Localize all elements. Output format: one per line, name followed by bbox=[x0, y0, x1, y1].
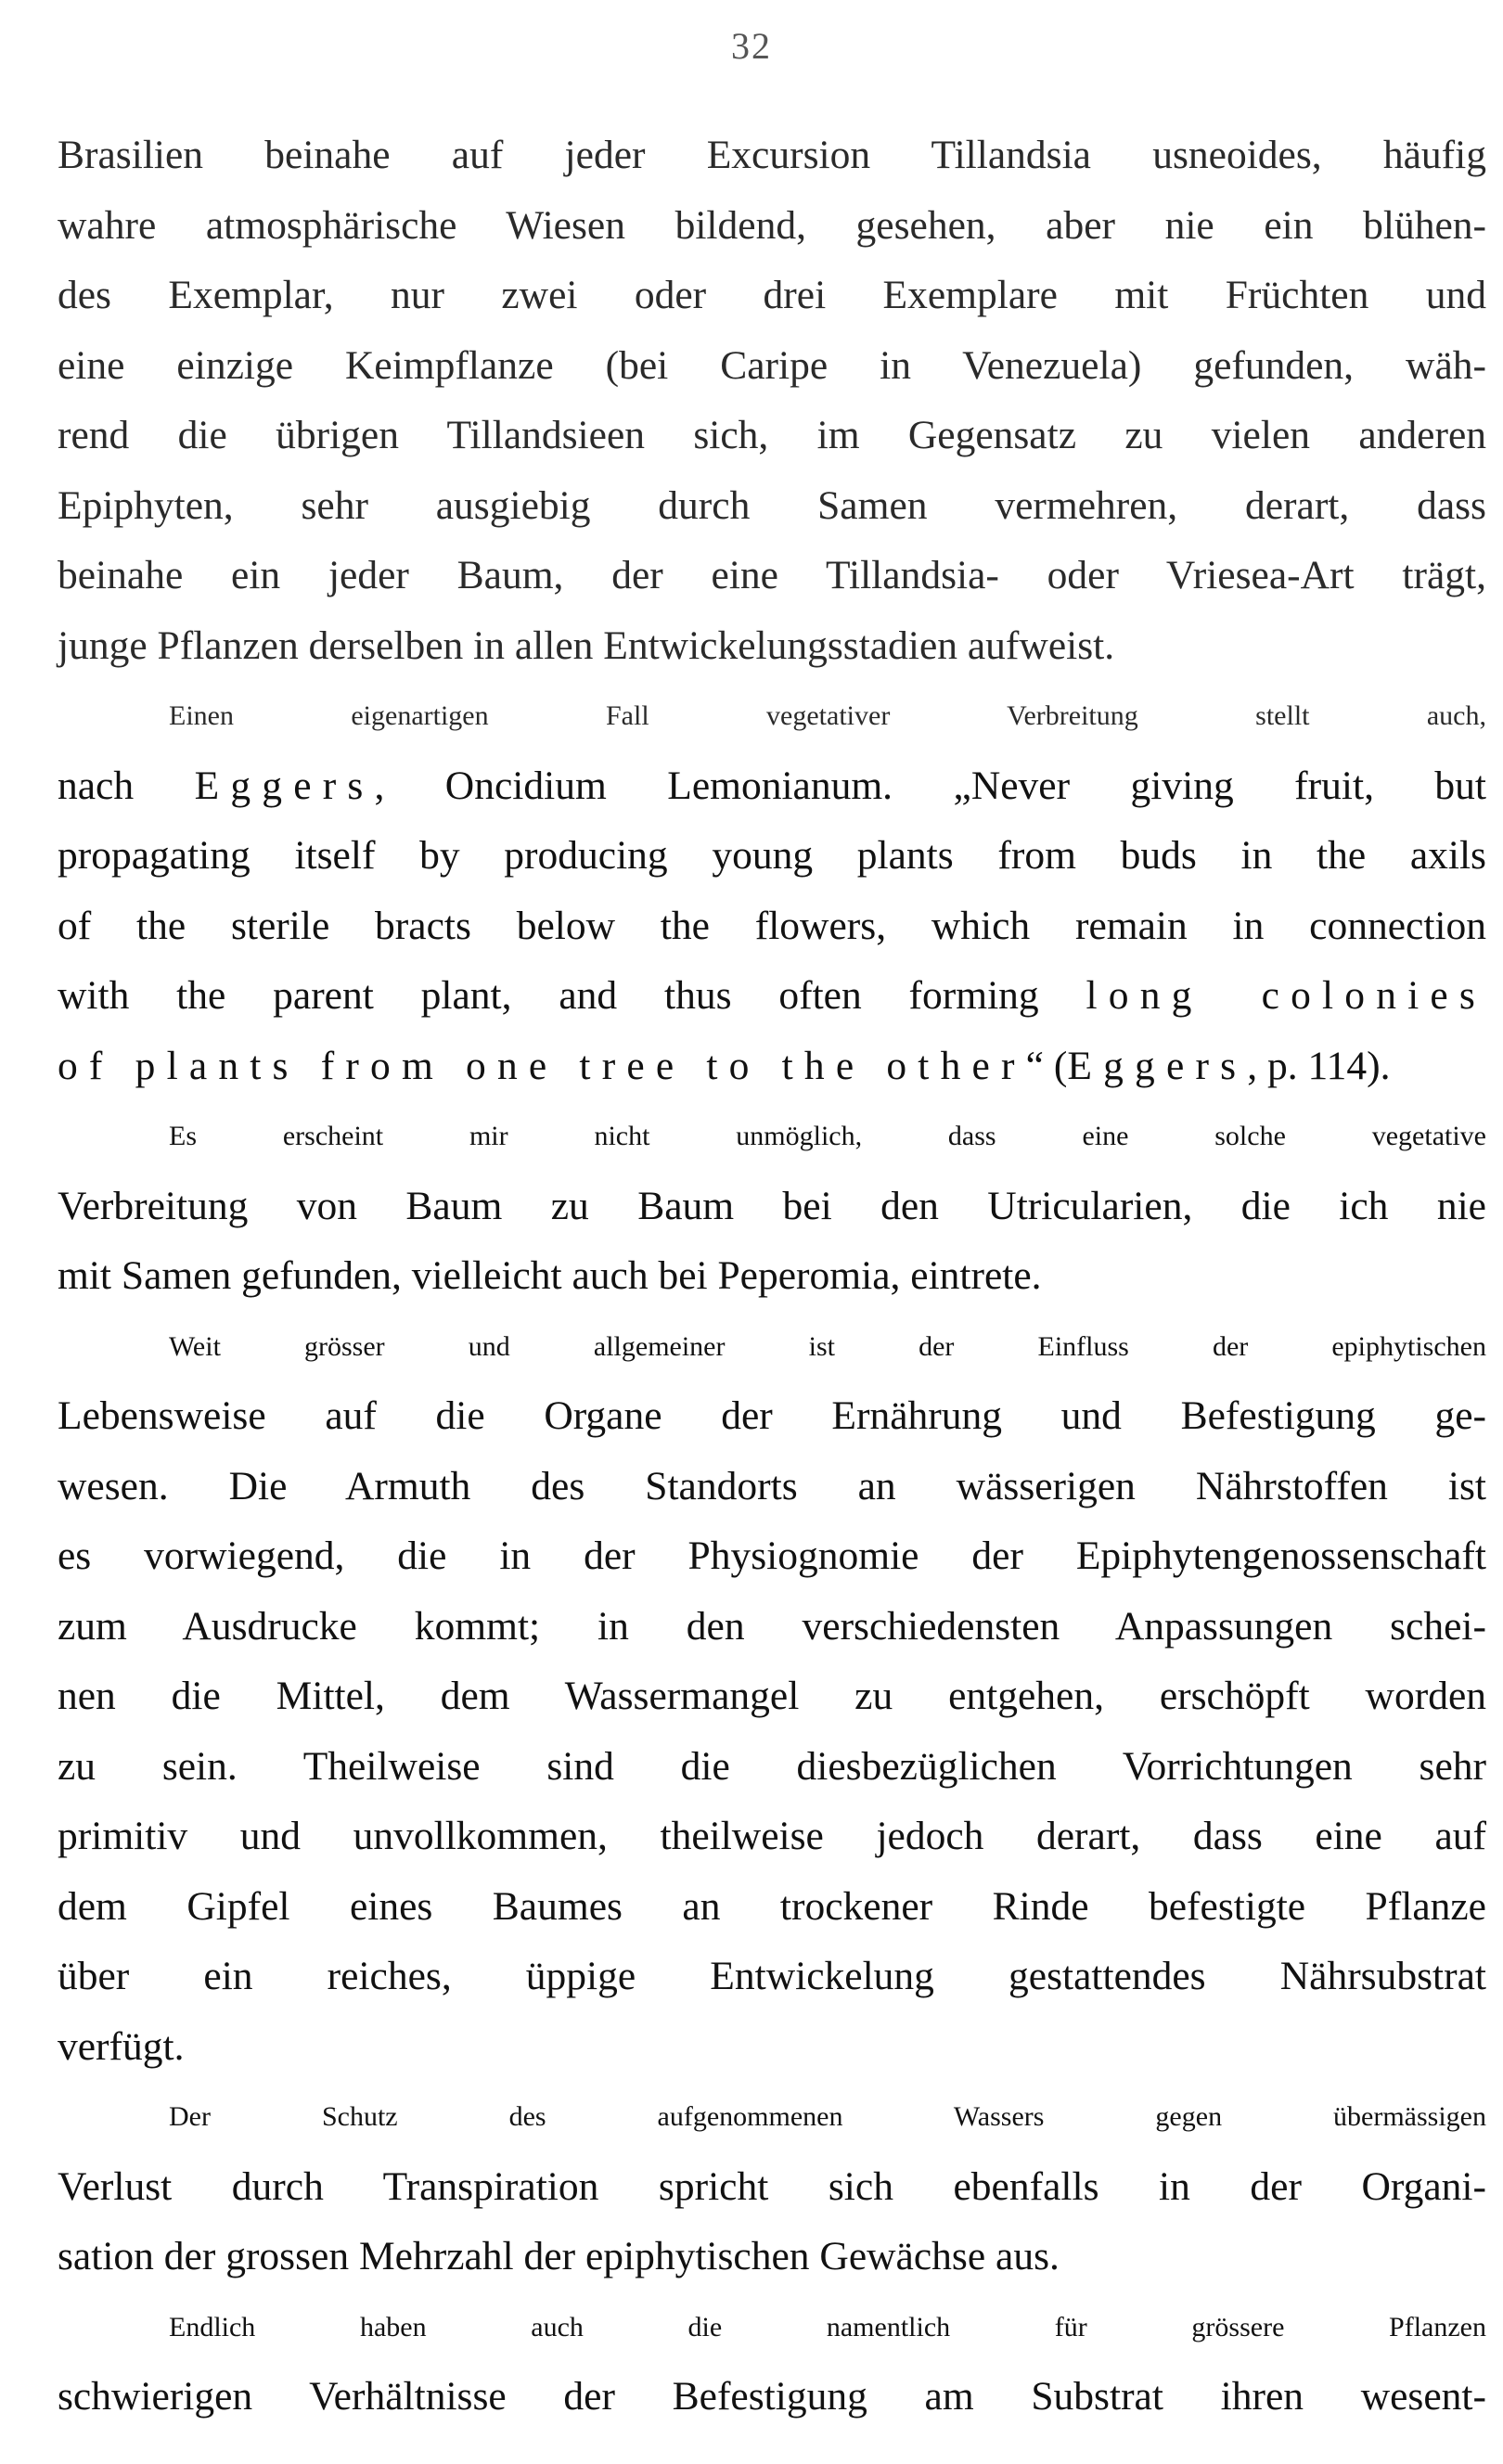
text-line: propagating itself by producing young plants from buds in the axils bbox=[58, 833, 1486, 878]
text-line: primitiv und unvollkommen, theilweise jedoch derart, dass eine auf bbox=[58, 1814, 1486, 1858]
text-line: Lebensweise auf die Organe der Ernährung und Befestigung ge- bbox=[58, 1393, 1486, 1438]
text-line: mit Samen gefunden, vielleicht auch bei Peperomia, eintrete. bbox=[58, 1253, 1042, 1298]
text-line: Brasilien beinahe auf jeder Excursion Tillandsia usneoides, häufig bbox=[58, 133, 1486, 177]
text-line: Einen eigenartigen Fall vegetativer Verbreitung stellt auch, bbox=[169, 700, 1486, 731]
text-line: Epiphyten, sehr ausgiebig durch Samen vermehren, derart, dass bbox=[58, 482, 1486, 528]
text-line: über ein reiches, üppige Entwickelung gestattendes Nährsubstrat bbox=[58, 1954, 1486, 1998]
text-line: wesen. Die Armuth des Standorts an wässerigen Nährstoffen ist bbox=[58, 1463, 1486, 1508]
text-line bbox=[58, 1032, 1486, 1102]
text-line: es vorwiegend, die in der Physiognomie der Epiphytengenossenschaft bbox=[58, 1534, 1486, 1578]
body-text bbox=[58, 121, 1486, 2432]
text-line: sation der grossen Mehrzahl der epiphytischen Gewächse aus. bbox=[58, 2234, 1060, 2278]
text-line: Verlust durch Transpiration spricht sich ebenfalls in der Organi- bbox=[58, 2163, 1486, 2209]
text-line: Verbreitung von Baum zu Baum bei den Utricularien, die ich nie bbox=[58, 1183, 1486, 1228]
text-line: Der Schutz des aufgenommenen Wassers gegen übermässigen bbox=[169, 2101, 1486, 2132]
text-line: dem Gipfel eines Baumes an trockener Rinde befestigte Pflanze bbox=[58, 1883, 1486, 1929]
text-line bbox=[58, 751, 1486, 822]
spaced-emphasis: long colonies bbox=[1086, 973, 1487, 1018]
text-line: Es erscheint mir nicht unmöglich, dass eine solche vegetative bbox=[169, 1121, 1486, 1151]
text-line: verfügt. bbox=[58, 2023, 185, 2069]
text-line: zu sein. Theilweise sind die diesbezüglichen Vorrichtungen sehr bbox=[58, 1743, 1486, 1789]
text-line bbox=[58, 961, 1486, 1032]
text-line: Endlich haben auch die namentlich für grössere Pflanzen bbox=[169, 2311, 1486, 2342]
spaced-emphasis: of plants from one tree to the other bbox=[58, 1043, 1026, 1088]
page-number: 32 bbox=[731, 25, 772, 67]
author-name: Eggers bbox=[1067, 1043, 1248, 1088]
text-line: of the sterile bracts below the flowers, which remain in connection bbox=[58, 903, 1486, 948]
author-name: Eggers bbox=[194, 763, 375, 808]
text-line: des Exemplar, nur zwei oder drei Exemplare mit Früchten und bbox=[58, 273, 1486, 317]
text-line: wahre atmosphärische Wiesen bildend, gesehen, aber nie ein blühen- bbox=[58, 202, 1486, 248]
text-line: beinahe ein jeder Baum, der eine Tillandsia- oder Vriesea-Art trägt, bbox=[58, 553, 1486, 597]
text-fragment: , Oncidium Lemonianum. „Never giving fruit, but bbox=[374, 763, 1486, 808]
text-line: schwierigen Verhältnisse der Befestigung am Substrat ihren wesent- bbox=[58, 2374, 1486, 2419]
text-line: Weit grösser und allgemeiner ist der Einfluss der epiphytischen bbox=[169, 1330, 1486, 1362]
text-fragment: with the parent plant, and thus often forming bbox=[58, 973, 1039, 1018]
text-line: nen die Mittel, dem Wassermangel zu entgehen, erschöpft worden bbox=[58, 1674, 1486, 1718]
text-fragment: , p. 114). bbox=[1247, 1043, 1391, 1088]
text-fragment: nach bbox=[58, 763, 135, 808]
text-fragment: “ ( bbox=[1025, 1043, 1068, 1088]
text-line: junge Pflanzen derselben in allen Entwickelungsstadien aufweist. bbox=[58, 622, 1115, 668]
text-line: eine einzige Keimpflanze (bei Caripe in Venezuela) gefunden, wäh- bbox=[58, 342, 1486, 388]
text-line: zum Ausdrucke kommt; in den verschiedensten Anpassungen schei- bbox=[58, 1603, 1486, 1649]
text-line: rend die übrigen Tillandsieen sich, im Gegensatz zu vielen anderen bbox=[58, 413, 1486, 457]
